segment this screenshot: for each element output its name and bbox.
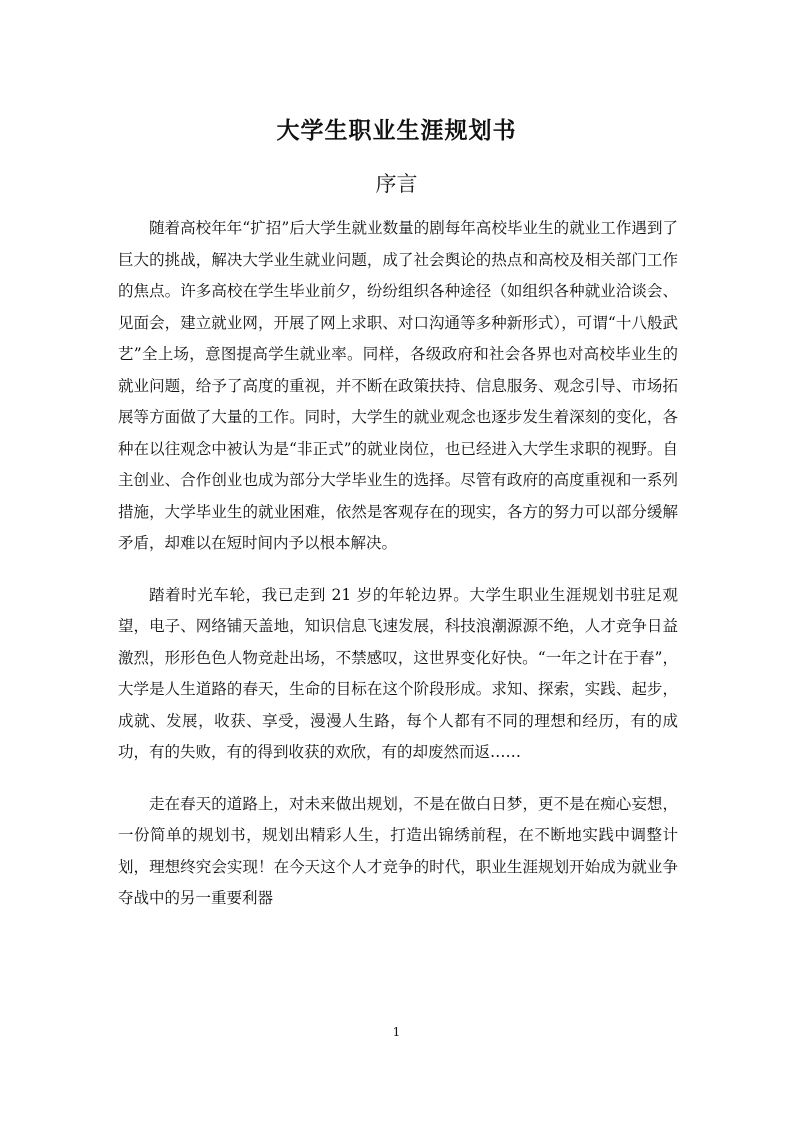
section-heading-preface: 序言 [375,172,418,196]
document-body [118,213,678,935]
paragraph-1: 随着高校年年“扩招”后大学生就业数量的剧每年高校毕业生的就业工作遇到了巨大的挑战，解决大学业生就业问题，成了社会舆论的热点和高校及相关部门工作的焦点。许多高校在学生毕业前夕，纷纷组织各种途径（如组织各种就业洽谈会、见面会，建立就业网，开展了网上求职、对口沟通等多种新形式），可谓“十八般武艺”全上场，意图提高学生就业率。同样，各级政府和社会各界也对高校毕业生的就业问题，给予了高度的重视，并不断在政策扶持、信息服务、观念引导、市场拓展等方面做了大量的工作。同时，大学生的就业观念也逐步发生着深刻的变化，各种在以往观念中被认为是“非正式”的就业岗位，也已经进入大学生求职的视野。自主创业、合作创业也成为部分大学毕业生的选择。尽管有政府的高度重视和一系列措施，大学毕业生的就业困难，依然是客观存在的现实，各方的努力可以部分缓解矛盾，却难以在短时间内予以根本解决。 [118,219,678,552]
paragraph-2: 踏着时光车轮，我已走到 21 岁的年轮边界。大学生职业生涯规划书驻足观望，电子、网络铺天盖地，知识信息飞速发展，科技浪潮源源不绝，人才竞争日益激烈，形形色色人物竞赴出场，不禁感叹，这世界变化好快。“一年之计在于春”，大学是人生道路的春天，生命的目标在这个阶段形成。求知、探索，实践、起步，成就、发展，收获、享受，漫漫人生路，每个人都有不同的理想和经历，有的成功，有的失败，有的得到收获的欢欣，有的却废然而返…… [118,585,678,761]
page-number: 1 [392,1025,401,1039]
document-title: 大学生职业生涯规划书 [276,117,517,144]
paragraph-3: 走在春天的道路上，对未来做出规划，不是在做白日梦，更不是在痴心妄想，一份简单的规划书，规划出精彩人生，打造出锦绣前程，在不断地实践中调整计划，理想终究会实现！在今天这个人才竞争的时代，职业生涯规划开始成为就业争夺战中的另一重要利器 [118,794,678,907]
